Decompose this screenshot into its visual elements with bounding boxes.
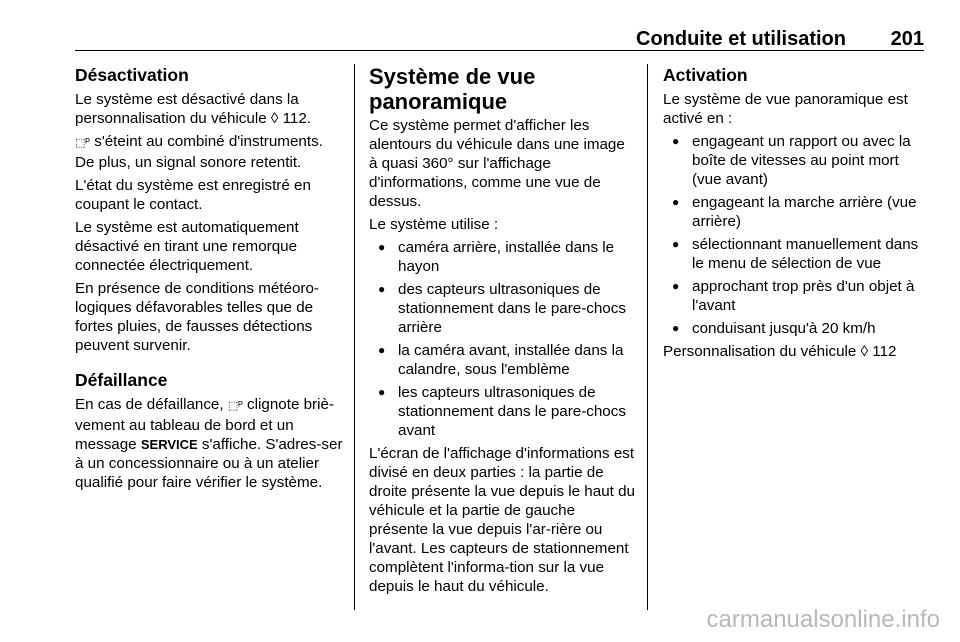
paragraph: En cas de défaillance, ⬚ᴾ clignote briè-vement au tableau de bord et un message SERVICE s'affiche. S'adres-ser à un concessionnaire ou à un atelier qualifié pour faire vérifier le système. bbox=[75, 396, 343, 491]
paragraph: Ce système permet d'afficher les alentours du véhicule dans une image à quasi 360° sur l'affichage d'informations, comme une vue de dessus. bbox=[369, 117, 625, 210]
watermark: carmanualsonline.info bbox=[706, 606, 940, 633]
list-item: ● engageant la marche arrière (vue arrière) bbox=[663, 193, 928, 231]
page-number: 201 bbox=[890, 28, 924, 50]
section-heading-defaillance: Défaillance bbox=[75, 370, 168, 390]
column-divider bbox=[354, 64, 355, 610]
page-header bbox=[75, 28, 924, 51]
section-heading-activation: Activation bbox=[663, 65, 748, 85]
list-item: ● caméra arrière, installée dans le hayon bbox=[369, 238, 635, 276]
paragraph: Le système utilise : bbox=[369, 216, 499, 233]
parking-assist-icon: ⬚ᴾ bbox=[75, 137, 90, 149]
column-left bbox=[75, 64, 345, 496]
paragraph: Le système est automatiquement désactivé en tirant une remorque connectée électriquement. bbox=[75, 219, 299, 274]
list-item: ● la caméra avant, installée dans la calandre, sous l'emblème bbox=[369, 341, 635, 379]
paragraph: Personnalisation du véhicule ◊ 112 bbox=[663, 343, 897, 360]
list-item: ● sélectionnant manuellement dans le menu de sélection de vue bbox=[663, 235, 928, 273]
section-title-panoramic-view: Système de vue panoramique bbox=[369, 64, 536, 114]
paragraph: Le système est désactivé dans la personnalisation du véhicule ◊ 112. bbox=[75, 91, 312, 127]
paragraph: ⬚ᴾ s'éteint au combiné d'instruments. De plus, un signal sonore retentit. bbox=[75, 133, 323, 171]
list-item: ● approchant trop près d'un objet à l'avant bbox=[663, 277, 928, 315]
section-heading-desactivation: Désactivation bbox=[75, 65, 189, 85]
column-middle bbox=[369, 64, 635, 600]
list-item: ● engageant un rapport ou avec la boîte de vitesses au point mort (vue avant) bbox=[663, 132, 928, 189]
column-right bbox=[663, 64, 928, 365]
paragraph: Le système de vue panoramique est activé en : bbox=[663, 91, 908, 127]
page-title: Conduite et utilisation bbox=[636, 28, 846, 50]
bullet-list bbox=[369, 238, 635, 440]
list-item: ● des capteurs ultrasoniques de stationnement dans le pare-chocs arrière bbox=[369, 280, 635, 337]
service-message: SERVICE bbox=[140, 437, 198, 452]
bullet-list bbox=[663, 132, 928, 338]
column-divider bbox=[647, 64, 648, 610]
list-item: ● conduisant jusqu'à 20 km/h bbox=[663, 319, 928, 338]
paragraph: En présence de conditions météoro-logiques défavorables telles que de fortes pluies, de fausses détections peuvent survenir. bbox=[75, 280, 319, 354]
paragraph: L'écran de l'affichage d'informations est divisé en deux parties : la partie de droite présente la vue depuis le haut du véhicule et la partie de gauche présente la vue depuis l'ar-rière ou l'avant. Les capteurs de stationnement complètent l'informa-tion sur la vue depuis le haut du véhicule. bbox=[369, 445, 635, 595]
parking-assist-icon: ⬚ᴾ bbox=[227, 400, 243, 412]
paragraph: L'état du système est enregistré en coupant le contact. bbox=[75, 177, 311, 213]
list-item: ● les capteurs ultrasoniques de stationnement dans le pare-chocs avant bbox=[369, 383, 635, 440]
